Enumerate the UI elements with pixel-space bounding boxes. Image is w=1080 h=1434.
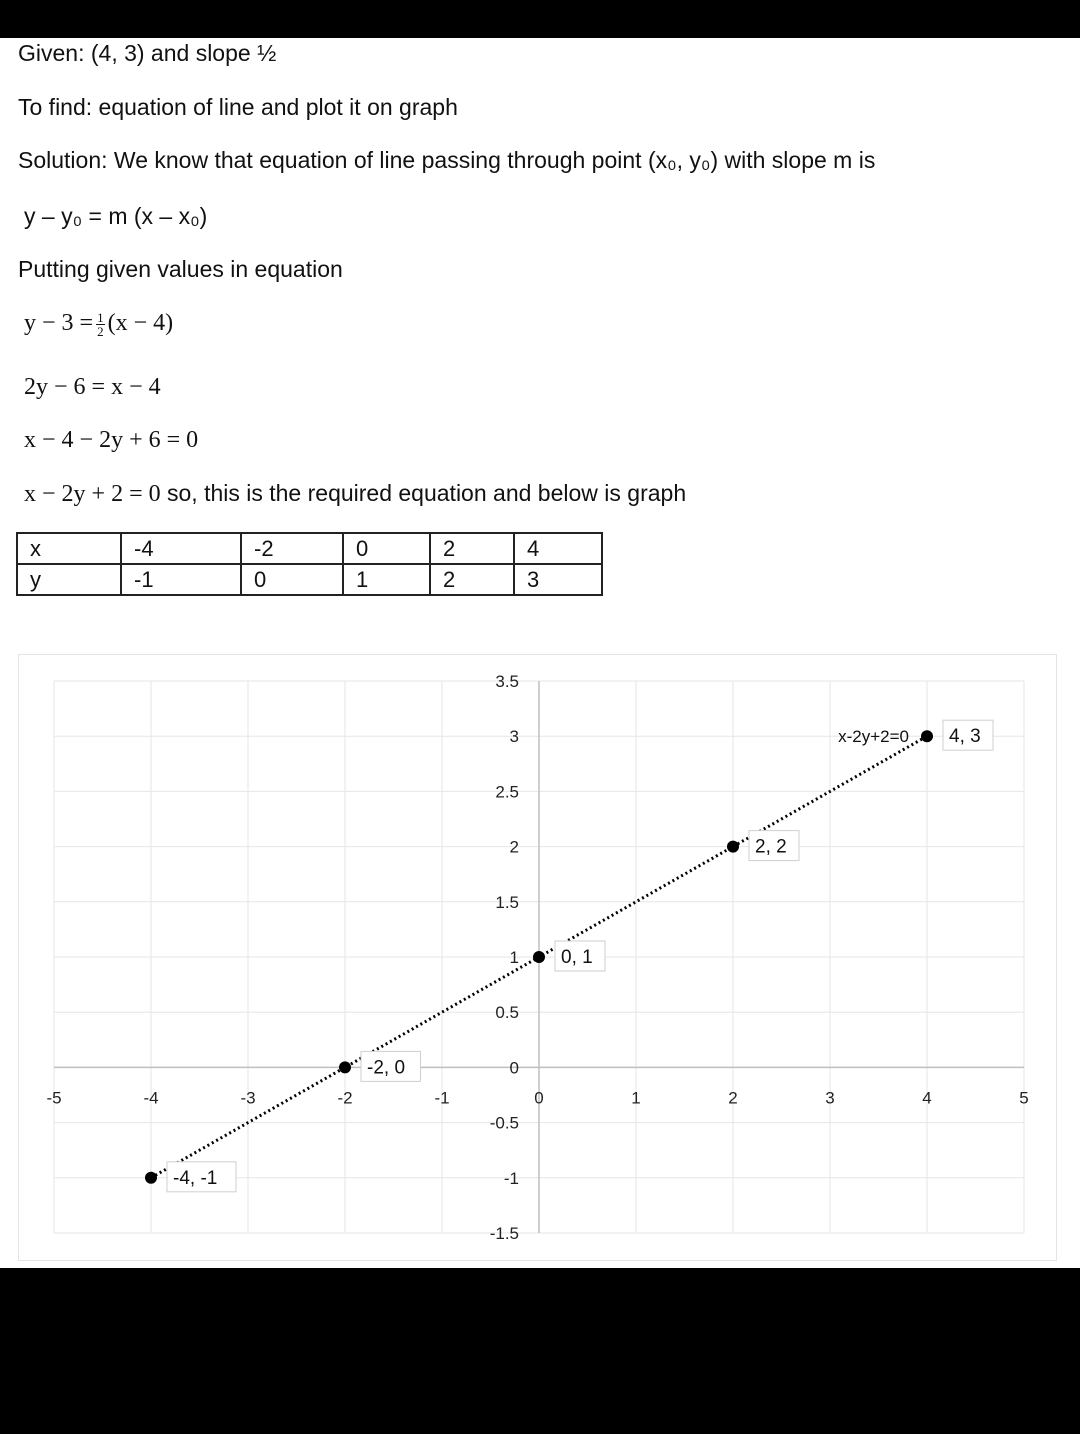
data-point <box>533 951 545 963</box>
data-point <box>145 1172 157 1184</box>
x-tick-label: 3 <box>825 1088 835 1108</box>
half-fraction <box>96 311 105 338</box>
document-page <box>0 38 1080 1268</box>
data-label: 2, 2 <box>755 836 787 858</box>
table-cell: 0 <box>343 533 430 564</box>
table-cell: -1 <box>121 564 241 595</box>
solution-line: Solution: We know that equation of line passing through point (x₀, y₀) with slope m is <box>18 147 876 173</box>
row-label: y <box>17 564 121 595</box>
equation-1-left: y − 3 = <box>24 310 94 336</box>
data-point <box>339 1061 351 1073</box>
putting-line: Putting given values in equation <box>18 256 343 282</box>
y-tick-label: 0.5 <box>495 1003 519 1023</box>
y-tick-label: 0 <box>509 1058 519 1078</box>
y-tick-label: 3 <box>509 727 519 747</box>
y-tick-label: 2.5 <box>495 782 519 802</box>
x-tick-label: -1 <box>434 1088 450 1108</box>
fraction-denominator: 2 <box>97 323 104 339</box>
table-row-x <box>17 533 602 564</box>
x-tick-label: -5 <box>46 1088 62 1108</box>
data-label: 0, 1 <box>561 947 593 968</box>
equation-1-right: (x − 4) <box>107 310 174 336</box>
equation-4-tail: so, this is the required equation and below is graph <box>160 480 687 506</box>
x-tick-label: 0 <box>534 1088 544 1108</box>
general-formula: y – y₀ = m (x – x₀) <box>24 203 208 229</box>
given-line: Given: (4, 3) and slope ½ <box>18 40 277 66</box>
y-tick-label: -1.5 <box>489 1224 519 1243</box>
x-tick-label: 1 <box>631 1088 641 1108</box>
x-tick-label: -4 <box>143 1088 159 1108</box>
data-point <box>921 730 933 742</box>
equation-4-line <box>24 480 686 508</box>
table-cell: 1 <box>343 564 430 595</box>
x-tick-label: -3 <box>240 1088 256 1108</box>
series-line-label: x-2y+2=0 <box>838 727 909 747</box>
equation-2: 2y − 6 = x − 4 <box>24 374 161 400</box>
table-row-y <box>17 564 602 595</box>
fraction-numerator: 1 <box>97 309 104 325</box>
values-table <box>16 532 603 596</box>
y-tick-label: -1 <box>503 1168 519 1188</box>
table-cell: 3 <box>514 564 602 595</box>
line-chart <box>18 654 1057 1261</box>
table-cell: 2 <box>430 564 514 595</box>
x-tick-label: 4 <box>922 1088 932 1108</box>
x-tick-label: 5 <box>1019 1088 1029 1108</box>
table-cell: 2 <box>430 533 514 564</box>
equation-1 <box>24 310 173 338</box>
y-tick-label: 1.5 <box>495 892 519 912</box>
data-point <box>727 841 739 853</box>
data-label: 4, 3 <box>949 726 981 748</box>
table-cell: 0 <box>241 564 343 595</box>
y-tick-label: -0.5 <box>489 1113 519 1133</box>
table-cell: -4 <box>121 533 241 564</box>
x-tick-label: -2 <box>337 1088 353 1108</box>
row-label: x <box>17 533 121 564</box>
x-tick-label: 2 <box>728 1088 738 1108</box>
equation-3: x − 4 − 2y + 6 = 0 <box>24 427 199 453</box>
chart-svg <box>19 655 1056 1260</box>
equation-4: x − 2y + 2 = 0 <box>24 481 161 507</box>
data-label: -2, 0 <box>367 1057 406 1079</box>
y-tick-label: 3.5 <box>495 672 519 691</box>
y-tick-label: 2 <box>509 837 519 857</box>
y-tick-label: 1 <box>509 948 519 967</box>
data-label: -4, -1 <box>173 1167 218 1189</box>
table-cell: -2 <box>241 533 343 564</box>
to-find-line: To find: equation of line and plot it on graph <box>18 94 458 120</box>
table-cell: 4 <box>514 533 602 564</box>
